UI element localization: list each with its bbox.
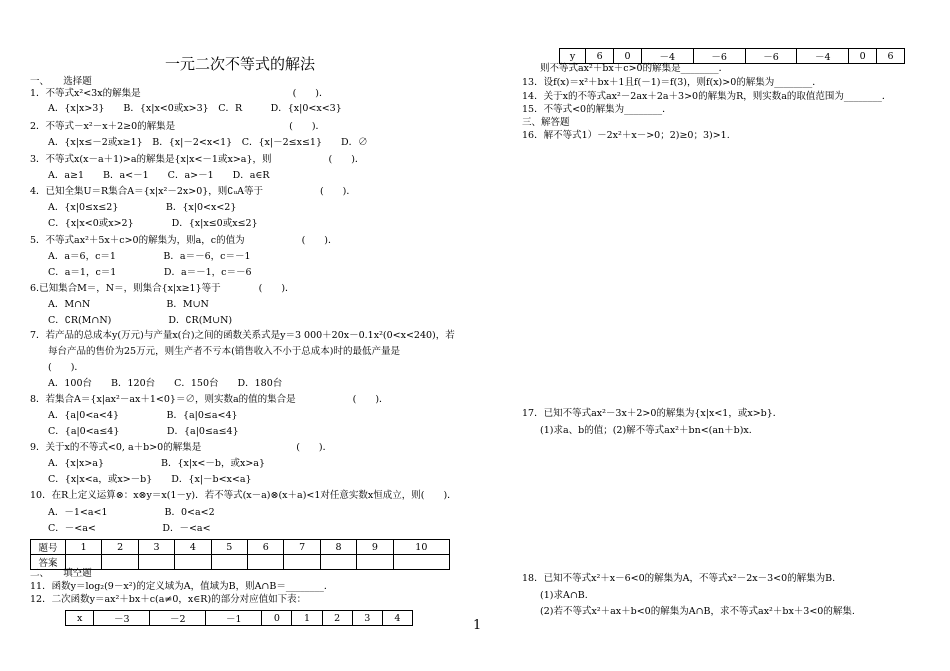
answer-blank-cell[interactable]	[284, 555, 320, 570]
answer-header-cell: 题号	[31, 540, 66, 555]
left-line-2: A．{x|x>3} B．{x|x<0或x>3} C．R D．{x|0<x<3}	[48, 103, 342, 114]
left-line-14: A．M∩N B．M∪N	[48, 299, 209, 310]
value_table_x-cell: －1	[206, 611, 262, 626]
left-line-3: 2．不等式－x²－x＋2≥0的解集是 ( )．	[30, 121, 326, 132]
left-line-8: A．{x|0≤x≤2} B．{x|0<x<2}	[48, 202, 237, 213]
answer-blank-cell[interactable]	[175, 555, 211, 570]
left-line-25: C．{x|x<a，或x>－b} D．{x|－b<x<a}	[48, 474, 252, 485]
answer-label-cell: 答案	[31, 555, 66, 570]
value_table_y-cell: 0	[614, 49, 642, 64]
left-line-7: 4．已知全集U＝R集合A＝{x|x²－2x>0}，则∁ᵤA等于 ( )．	[30, 186, 356, 197]
value_table_y-cell: －6	[693, 49, 745, 64]
left-line-15: C．∁R(M∩N) D．∁R(M∪N)	[48, 315, 233, 326]
answer-header-cell: 8	[320, 540, 356, 555]
left-line-20: 8．若集合A＝{x|ax²－ax＋1<0}＝∅，则实数a的值的集合是 ( )．	[30, 394, 389, 405]
left-line-26: 10．在R上定义运算⊗：x⊗y＝x(1－y)．若不等式(x－a)⊗(x＋a)<1对任意实数x恒成立，则( )．	[30, 490, 457, 501]
value_table_x-cell: 2	[322, 611, 352, 626]
value_table_x-cell: x	[66, 611, 94, 626]
value_table_y-cell: －4	[797, 49, 849, 64]
value_table_y-cell: 0	[849, 49, 877, 64]
answer-header-cell: 4	[175, 540, 211, 555]
right-line-6: 17．已知不等式ax²－3x＋2>0的解集为{x|x<1，或x>b}．	[522, 408, 783, 419]
answer-blank-cell[interactable]	[248, 555, 284, 570]
left-line-16: 7．若产品的总成本y(万元)与产量x(台)之间的函数关系式是y＝3 000＋20x－0.1x²(0<x<240)，若	[30, 330, 455, 341]
answer-blank-cell[interactable]	[138, 555, 174, 570]
left-line-17: 每台产品的售价为25万元，则生产者不亏本(销售收入不小于总成本)时的最低产量是	[48, 346, 401, 357]
value_table_y-cell: －6	[745, 49, 797, 64]
answer-header-cell: 3	[138, 540, 174, 555]
answer-header-cell: 5	[211, 540, 247, 555]
value_table_x-cell: 0	[262, 611, 292, 626]
answer-header-cell: 6	[248, 540, 284, 555]
answer-blank-cell[interactable]	[393, 555, 449, 570]
answer-blank-cell[interactable]	[320, 555, 356, 570]
answer-blank-cell[interactable]	[211, 555, 247, 570]
right-line-0: 则不等式ax²＋bx＋c>0的解集是________．	[540, 63, 729, 74]
value_table_x-cell: 1	[292, 611, 322, 626]
left-line-10: 5．不等式ax²＋5x＋c>0的解集为，则a，c的值为 ( )．	[30, 235, 338, 246]
answer-table	[30, 539, 450, 570]
answer-header-cell: 7	[284, 540, 320, 555]
value_table_x-cell: 3	[352, 611, 382, 626]
left-line-23: 9．关于x的不等式<0, a＋b>0的解集是 ( )．	[30, 442, 333, 453]
value_table_y-cell: y	[560, 49, 586, 64]
value-table-y-row	[559, 48, 905, 64]
right-line-8: 18．已知不等式x²＋x－6<0的解集为A，不等式x²－2x－3<0的解集为B.	[522, 573, 836, 584]
left-line-9: C．{x|x<0或x>2} D．{x|x≤0或x≤2}	[48, 218, 258, 229]
left-line-5: 3．不等式x(x－a＋1)>a的解集是{x|x<－1或x>a}，则 ( )．	[30, 154, 365, 165]
left-line-30: 11．函数y＝log₂(9－x²)的定义域为A，值域为B，则A∩B＝________．	[30, 581, 334, 592]
value_table_y-cell: －4	[641, 49, 693, 64]
answer-blank-cell[interactable]	[66, 555, 102, 570]
right-line-3: 15．不等式<0的解集为________．	[522, 104, 672, 115]
value_table_y-cell: 6	[586, 49, 614, 64]
left-line-21: A．{a|0<a<4} B．{a|0≤a<4}	[48, 410, 238, 421]
left-line-28: C．－<a< D．－<a<	[48, 523, 211, 534]
right-line-7: (1)求a、b的值；(2)解不等式ax²＋bn<(an＋b)x.	[540, 425, 752, 436]
right-line-1: 13．设f(x)＝x²＋bx＋1且f(－1)＝f(3)，则f(x)>0的解集为________．	[522, 77, 822, 88]
right-line-2: 14．关于x的不等式ax²－2ax＋2a＋3>0的解集为R，则实数a的取值范围为________．	[522, 91, 892, 102]
page-number: 1	[473, 618, 482, 633]
answer-header-cell: 2	[102, 540, 138, 555]
right-line-5: 16．解不等式1）－2x²＋x－>0；2)≥0；3)>1.	[522, 130, 730, 141]
value_table_y-cell: 6	[877, 49, 905, 64]
left-line-31: 12．二次函数y＝ax²＋bx＋c(a≠0，x∈R)的部分对应值如下表：	[30, 594, 307, 605]
right-line-10: (2)若不等式x²＋ax＋b<0的解集为A∩B，求不等式ax²＋bx＋3<0的解集.	[540, 606, 855, 617]
value_table_x-cell: －3	[94, 611, 150, 626]
left-line-11: A．a＝6，c＝1 B．a＝－6，c＝－1	[48, 251, 251, 262]
page-title: 一元二次不等式的解法	[164, 55, 315, 73]
answer-header-cell: 10	[393, 540, 449, 555]
left-line-24: A．{x|x>a} B．{x|x<－b，或x>a}	[48, 458, 265, 469]
value-table-x-row	[65, 610, 413, 626]
left-line-12: C．a＝1，c＝1 D．a＝－1，c＝－6	[48, 267, 252, 278]
left-line-27: A．－1<a<1 B．0<a<2	[48, 507, 215, 518]
left-line-4: A．{x|x≤－2或x≥1} B．{x|－2<x<1} C．{x|－2≤x≤1} D．∅	[48, 137, 368, 148]
right-line-4: 三、解答题	[522, 117, 570, 128]
left-line-13: 6.已知集合M＝，N＝，则集合{x|x≥1}等于 ( )．	[30, 283, 295, 294]
left-line-18: ( )．	[48, 362, 84, 373]
left-line-22: C．{a|0<a≤4} D．{a|0≤a≤4}	[48, 426, 239, 437]
left-line-0: 一、 选择题	[30, 76, 92, 87]
left-line-19: A．100台 B．120台 C．150台 D．180台	[48, 378, 283, 389]
answer-blank-cell[interactable]	[102, 555, 138, 570]
answer-blank-cell[interactable]	[357, 555, 393, 570]
value_table_x-cell: 4	[382, 611, 412, 626]
value_table_x-cell: －2	[150, 611, 206, 626]
answer-header-cell: 1	[66, 540, 102, 555]
left-line-1: 1．不等式x²<3x的解集是 ( )．	[30, 88, 329, 99]
left-line-6: A．a≥1 B．a<－1 C．a>－1 D．a∈R	[48, 170, 270, 181]
left-line-29: 二、 填空题	[30, 568, 92, 579]
right-line-9: (1)求A∩B.	[540, 590, 588, 601]
answer-header-cell: 9	[357, 540, 393, 555]
